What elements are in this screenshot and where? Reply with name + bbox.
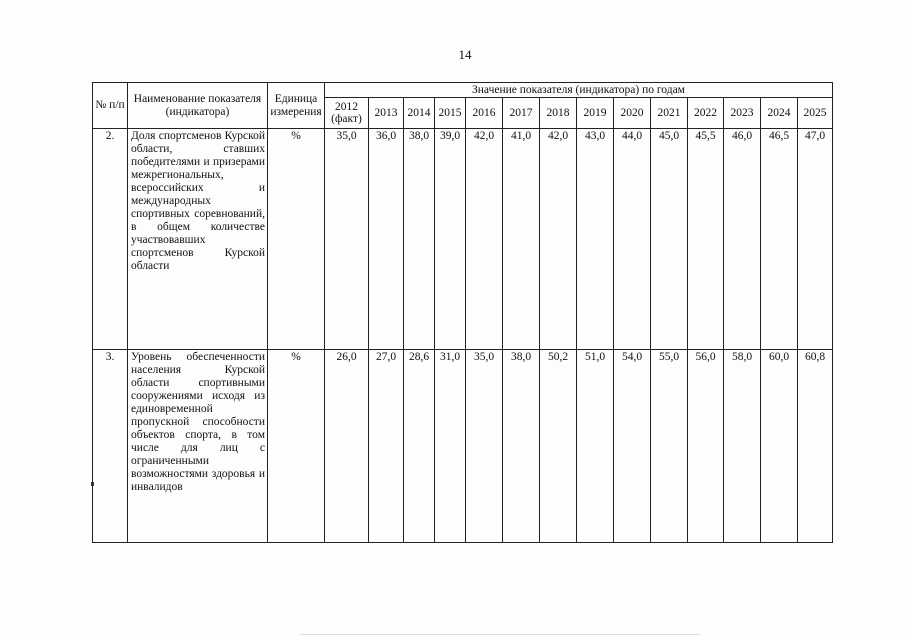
- page-number: 14: [458, 47, 472, 62]
- row-value: 47,0: [798, 129, 833, 350]
- scan-mark: [91, 482, 94, 486]
- row-value: 28,6: [404, 350, 435, 543]
- row-value: 56,0: [688, 350, 724, 543]
- row-value: 42,0: [466, 129, 503, 350]
- row-value: 35,0: [466, 350, 503, 543]
- row-value: 26,0: [325, 350, 369, 543]
- row-value: 46,0: [724, 129, 761, 350]
- table-row: [93, 350, 833, 543]
- row-value: 45,5: [688, 129, 724, 350]
- header-year: 2020: [614, 98, 651, 129]
- row-value: 55,0: [651, 350, 688, 543]
- row-value: 31,0: [435, 350, 466, 543]
- row-value: 35,0: [325, 129, 369, 350]
- row-name: Уровень обеспеченности населения Курской области спортивными сооружениями исходя из единовременной пропускной способности объектов спорта, в том числе для лиц с ограниченными возможностями здоровья и инвалидов: [128, 350, 268, 543]
- header-year: 2018: [540, 98, 577, 129]
- row-value: 50,2: [540, 350, 577, 543]
- row-value: 60,8: [798, 350, 833, 543]
- header-year: 2025: [798, 98, 833, 129]
- indicators-table: [92, 82, 833, 543]
- scan-edge-line: [300, 634, 700, 635]
- row-value: 42,0: [540, 129, 577, 350]
- header-year: 2015: [435, 98, 466, 129]
- row-value: 43,0: [577, 129, 614, 350]
- row-value: 60,0: [761, 350, 798, 543]
- header-name: Наименование показателя (индикатора): [128, 83, 268, 129]
- header-year: 2021: [651, 98, 688, 129]
- header-year: 2023: [724, 98, 761, 129]
- header-values-group: Значение показателя (индикатора) по годам: [325, 83, 833, 98]
- row-value: 38,0: [503, 350, 540, 543]
- header-year: 2019: [577, 98, 614, 129]
- header-year: 2017: [503, 98, 540, 129]
- header-year: 2024: [761, 98, 798, 129]
- header-year: 2012 (факт): [325, 98, 369, 129]
- row-value: 36,0: [369, 129, 404, 350]
- header-year: 2022: [688, 98, 724, 129]
- row-value: 38,0: [404, 129, 435, 350]
- header-year: 2013: [369, 98, 404, 129]
- row-value: 44,0: [614, 129, 651, 350]
- row-value: 27,0: [369, 350, 404, 543]
- row-value: 41,0: [503, 129, 540, 350]
- row-num: 3.: [93, 350, 128, 543]
- header-year: 2016: [466, 98, 503, 129]
- row-value: 51,0: [577, 350, 614, 543]
- header-unit: Единица измерения: [268, 83, 325, 129]
- row-value: 45,0: [651, 129, 688, 350]
- row-value: 54,0: [614, 350, 651, 543]
- row-unit: %: [268, 129, 325, 350]
- header-num: № п/п: [93, 83, 128, 129]
- row-num: 2.: [93, 129, 128, 350]
- header-year: 2014: [404, 98, 435, 129]
- row-value: 58,0: [724, 350, 761, 543]
- row-name: Доля спортсменов Курской области, ставших победителями и призерами межрегиональных, всероссийских и международных спортивных соревнований, в общем количестве участвовавших спортсменов Курской области: [128, 129, 268, 350]
- row-unit: %: [268, 350, 325, 543]
- row-value: 46,5: [761, 129, 798, 350]
- table-row: [93, 129, 833, 350]
- row-value: 39,0: [435, 129, 466, 350]
